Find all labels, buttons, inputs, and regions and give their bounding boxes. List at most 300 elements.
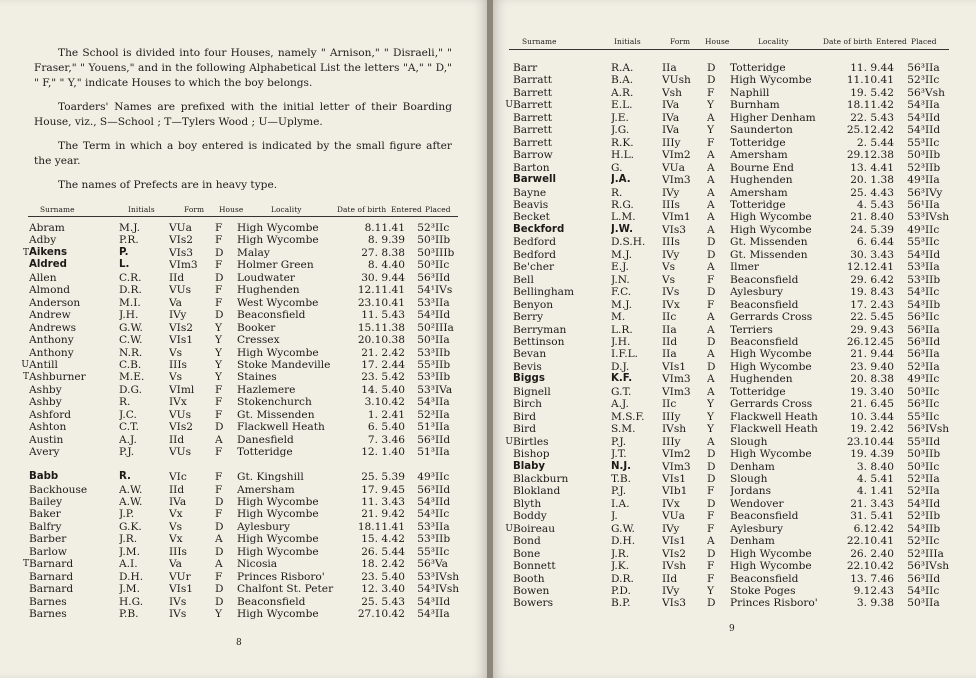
placed-cell: IIa (925, 62, 940, 74)
entered-cell: 56³ (907, 572, 925, 585)
form-cell: IVsh (662, 423, 687, 436)
initials-cell: R. (119, 396, 131, 409)
boarding-house-prefix (20, 484, 29, 496)
initials-cell: D.R. (119, 284, 142, 297)
initials-cell: M. (611, 311, 626, 324)
boarding-house-prefix (504, 187, 513, 199)
initials-cell: K.F. (611, 373, 633, 385)
table-row (504, 174, 950, 186)
placed-cell: IIc (925, 136, 940, 149)
table-row (20, 322, 460, 334)
house-cell: D (215, 421, 224, 434)
house-cell: F (707, 273, 715, 286)
table-row (504, 448, 950, 460)
boarding-house-prefix (504, 324, 513, 336)
entered-cell: 54³ (907, 585, 925, 598)
form-cell: IIc (662, 398, 677, 411)
initials-cell: P. (119, 246, 129, 258)
register-table-left (20, 222, 460, 620)
surname-cell: Babb (29, 471, 59, 483)
header-initials: Initials (128, 205, 155, 214)
date-of-birth-cell: 19. 5.42 (850, 86, 894, 99)
house-cell: D (707, 286, 716, 299)
entered-cell: 52³ (907, 360, 925, 373)
surname-cell: Barrett (513, 124, 553, 137)
entered-cell: 56³ (907, 311, 925, 324)
locality-cell: Amersham (237, 483, 295, 496)
house-cell: Y (707, 410, 714, 423)
locality-cell: High Wycombe (237, 533, 319, 546)
table-row (504, 299, 950, 311)
initials-cell: M.J. (611, 298, 633, 311)
form-cell: Vs (662, 273, 676, 286)
initials-cell: C.R. (119, 271, 142, 284)
entered-cell: 53³ (417, 371, 435, 384)
initials-cell: J.M. (119, 583, 141, 596)
initials-cell: P.D. (611, 585, 631, 598)
placed-cell: IIc (925, 236, 940, 249)
surname-cell: Bayne (513, 186, 547, 199)
entered-cell: 56³ (417, 483, 435, 496)
surname-cell: Bettinson (513, 335, 565, 348)
form-cell: VIs2 (169, 321, 194, 334)
date-of-birth-cell: 22.10.42 (846, 560, 894, 573)
table-row (20, 309, 460, 321)
house-cell: D (215, 309, 224, 322)
house-cell: F (215, 259, 223, 272)
form-cell: IId (662, 335, 678, 348)
surname-cell: Blackburn (513, 472, 569, 485)
placed-cell: IIc (435, 545, 450, 558)
table-row (504, 597, 950, 609)
boarding-house-prefix (20, 259, 29, 271)
form-cell: IIIs (662, 236, 680, 249)
initials-cell: A.I. (119, 558, 138, 571)
locality-cell: Hughenden (237, 284, 300, 297)
locality-cell: Beaconsfield (237, 309, 306, 322)
placed-cell: IIa (435, 520, 450, 533)
house-cell: Y (707, 423, 714, 436)
house-cell: D (707, 497, 716, 510)
surname-cell: Bond (513, 535, 541, 548)
house-cell: A (707, 323, 715, 336)
table-row (504, 386, 950, 398)
entered-cell: 56³ (907, 62, 925, 74)
boarding-house-prefix (504, 423, 513, 435)
header-entered: Entered (876, 37, 907, 46)
initials-cell: J.K. (611, 560, 630, 573)
boarding-house-prefix (504, 137, 513, 149)
surname-cell: Bird (513, 423, 537, 436)
house-cell: A (707, 373, 715, 386)
table-row (504, 548, 950, 560)
boarding-house-prefix (504, 597, 513, 609)
date-of-birth-cell: 3.10.42 (364, 396, 405, 409)
placed-cell: IIa (925, 597, 940, 610)
house-cell: F (215, 446, 223, 459)
placed-cell: IVsh (435, 570, 460, 583)
form-cell: IVy (662, 248, 680, 261)
date-of-birth-cell: 23. 5.42 (361, 371, 405, 384)
initials-cell: G. (611, 161, 623, 174)
date-of-birth-cell: 19. 2.42 (850, 423, 894, 436)
house-cell: Y (215, 608, 222, 621)
form-cell: VIs1 (169, 583, 194, 596)
surname-cell: Bird (513, 410, 537, 423)
placed-cell: IIIa (435, 321, 454, 334)
house-cell: F (707, 485, 715, 498)
surname-cell: Barnard (29, 570, 74, 583)
boarding-house-prefix (504, 348, 513, 360)
surname-cell: Barr (513, 62, 538, 74)
date-of-birth-cell: 8. 9.39 (367, 234, 405, 247)
date-of-birth-cell: 19. 4.39 (850, 448, 894, 461)
placed-cell: IIb (925, 298, 941, 311)
form-cell: VIs2 (662, 547, 687, 560)
form-cell: VIml (169, 383, 195, 396)
entered-cell: 50³ (417, 334, 435, 347)
locality-cell: Beaconsfield (730, 298, 799, 311)
locality-cell: High Wycombe (730, 348, 812, 361)
entered-cell: 55³ (907, 136, 925, 149)
house-cell: F (707, 560, 715, 573)
form-cell: Vx (169, 533, 183, 546)
table-row (504, 523, 950, 535)
date-of-birth-cell: 3. 9.38 (856, 597, 894, 610)
form-cell: IVs (169, 595, 187, 608)
surname-cell: Bevis (513, 360, 542, 373)
boarding-house-prefix (20, 309, 29, 321)
table-row (504, 373, 950, 385)
locality-cell: Saunderton (730, 124, 793, 137)
locality-cell: Hazlemere (237, 383, 296, 396)
house-cell: D (707, 335, 716, 348)
placed-cell: IIc (925, 74, 940, 87)
placed-cell: IVa (435, 383, 453, 396)
locality-cell: High Wycombe (237, 508, 319, 521)
locality-cell: Totteridge (730, 136, 786, 149)
locality-cell: Beaconsfield (237, 595, 306, 608)
table-row (20, 533, 460, 545)
placed-cell: Vsh (925, 86, 945, 99)
boarding-house-prefix (504, 199, 513, 211)
date-of-birth-cell: 3. 8.40 (856, 460, 894, 473)
initials-cell: T.B. (611, 472, 632, 485)
locality-cell: Totteridge (237, 446, 293, 459)
placed-cell: IVy (925, 186, 943, 199)
initials-cell: S.M. (611, 423, 636, 436)
initials-cell: P.R. (119, 234, 139, 247)
table-row (504, 249, 950, 261)
initials-cell: P.B. (119, 608, 139, 621)
placed-cell: IIa (925, 174, 940, 187)
locality-cell: Cressex (237, 334, 280, 347)
table-row (20, 234, 460, 246)
entered-cell: 54³ (907, 124, 925, 137)
initials-cell: M.J. (119, 222, 141, 234)
table-row (20, 297, 460, 309)
entered-cell: 53³ (417, 570, 435, 583)
form-cell: VIs3 (662, 597, 687, 610)
form-cell: VUs (169, 284, 192, 297)
placed-cell: IId (925, 124, 941, 137)
surname-cell: Adby (29, 234, 57, 247)
table-row (20, 446, 460, 458)
house-cell: A (215, 433, 223, 446)
house-cell: F (707, 510, 715, 523)
date-of-birth-cell: 11. 9.44 (850, 62, 894, 74)
entered-cell: 55³ (417, 545, 435, 558)
locality-cell: Aylesbury (730, 522, 783, 535)
locality-cell: High Wycombe (730, 360, 812, 373)
initials-cell: J.G. (611, 124, 630, 137)
boarding-house-prefix (20, 322, 29, 334)
entered-cell: 53³ (417, 296, 435, 309)
house-cell: F (707, 298, 715, 311)
form-cell: IIIs (662, 198, 680, 211)
locality-cell: Beaconsfield (730, 335, 799, 348)
entered-cell: 51³ (417, 446, 435, 459)
table-row (504, 398, 950, 410)
table-row (20, 371, 460, 383)
table-row (504, 162, 950, 174)
initials-cell: E.J. (611, 261, 629, 274)
boarding-house-prefix (504, 249, 513, 261)
entered-cell: 52³ (907, 485, 925, 498)
house-cell: Y (707, 585, 714, 598)
house-cell: F (707, 136, 715, 149)
form-cell: VUr (169, 570, 191, 583)
form-cell: VIs2 (169, 234, 194, 247)
locality-cell: Beaconsfield (730, 273, 799, 286)
initials-cell: M.E. (119, 371, 145, 384)
date-of-birth-cell: 30. 3.43 (850, 248, 894, 261)
form-cell: Vs (169, 520, 183, 533)
table-row (504, 436, 950, 448)
form-cell: IIIy (662, 435, 681, 448)
table-row (20, 558, 460, 570)
surname-cell: Bevan (513, 348, 547, 361)
house-cell: A (707, 385, 715, 398)
surname-cell: Allen (29, 271, 57, 284)
locality-cell: Denham (730, 535, 775, 548)
table-row (504, 236, 950, 248)
placed-cell: IId (435, 595, 451, 608)
initials-cell: A.J. (119, 433, 137, 446)
placed-cell: IIa (925, 348, 940, 361)
initials-cell: J.R. (119, 533, 138, 546)
entered-cell: 56³ (417, 433, 435, 446)
initials-cell: J.N. (611, 273, 630, 286)
surname-cell: Becket (513, 211, 550, 224)
form-cell: VIs1 (662, 535, 687, 548)
table-row (20, 471, 460, 483)
table-row (20, 546, 460, 558)
boarding-house-prefix (20, 334, 29, 346)
initials-cell: D.G. (119, 383, 142, 396)
entered-cell: 49³ (907, 373, 925, 386)
table-row (504, 74, 950, 86)
initials-cell: L.R. (611, 323, 633, 336)
initials-cell: J.H. (119, 309, 139, 322)
surname-cell: Barrett (513, 99, 553, 112)
table-row (504, 423, 950, 435)
surname-cell: Barrett (513, 86, 553, 99)
initials-cell: J.M. (119, 545, 141, 558)
form-cell: VIs1 (169, 334, 194, 347)
date-of-birth-cell: 22. 5.45 (850, 311, 894, 324)
form-cell: VUs (169, 446, 192, 459)
date-of-birth-cell: 21. 8.40 (850, 211, 894, 224)
placed-cell: IIc (925, 460, 940, 473)
form-cell: IVy (662, 585, 680, 598)
intro-text (34, 46, 452, 202)
boarding-house-prefix (504, 274, 513, 286)
surname-cell: Birtles (513, 435, 549, 448)
form-cell: IIa (662, 62, 677, 74)
placed-cell: IIa (925, 198, 940, 211)
house-cell: A (707, 161, 715, 174)
table-row (20, 384, 460, 396)
boarding-house-prefix: U (505, 100, 513, 111)
initials-cell: J.W. (611, 223, 633, 235)
boarding-house-prefix (504, 311, 513, 323)
surname-cell: Barnard (29, 558, 74, 571)
locality-cell: Ilmer (730, 261, 759, 274)
intro-paragraph: The Term in which a boy entered is indicated by the small figure after the year. (34, 140, 452, 167)
locality-cell: Stoke Poges (730, 585, 796, 598)
form-cell: VUa (662, 510, 685, 523)
placed-cell: IIc (435, 259, 450, 272)
date-of-birth-cell: 19. 3.40 (850, 385, 894, 398)
boarding-house-prefix (20, 297, 29, 309)
locality-cell: Holmer Green (237, 259, 314, 272)
house-cell: A (707, 149, 715, 162)
locality-cell: Naphill (730, 86, 770, 99)
boarding-house-prefix (504, 174, 513, 186)
boarding-house-prefix (20, 272, 29, 284)
placed-cell: IIb (925, 510, 941, 523)
placed-cell: IId (925, 435, 941, 448)
form-cell: VIm3 (662, 174, 691, 187)
boarding-house-prefix (20, 521, 29, 533)
placed-cell: IIa (925, 323, 940, 336)
table-row (504, 461, 950, 473)
initials-cell: J.H. (611, 335, 631, 348)
entered-cell: 54³ (907, 298, 925, 311)
header-placed: Placed (911, 37, 937, 46)
entered-cell: 52³ (417, 408, 435, 421)
date-of-birth-cell: 18.11.42 (846, 99, 894, 112)
entered-cell: 54³ (907, 497, 925, 510)
table-row (504, 498, 950, 510)
house-cell: A (707, 535, 715, 548)
initials-cell: L. (119, 259, 130, 271)
surname-cell: Boddy (513, 510, 547, 523)
locality-cell: Bourne End (730, 161, 794, 174)
entered-cell: 50³ (417, 246, 435, 259)
date-of-birth-cell: 6. 5.40 (367, 421, 405, 434)
entered-cell: 54³ (907, 248, 925, 261)
locality-cell: High Wycombe (730, 211, 812, 224)
placed-cell: IIa (435, 421, 450, 434)
entered-cell: 56³ (417, 558, 435, 571)
entered-cell: 54³ (907, 99, 925, 112)
boarding-house-prefix (20, 496, 29, 508)
entered-cell: 52³ (907, 510, 925, 523)
boarding-house-prefix (20, 596, 29, 608)
form-cell: VIc (169, 471, 187, 484)
locality-cell: Stokenchurch (237, 396, 312, 409)
header-date-of-birth: Date of birth (823, 37, 873, 46)
entered-cell: 53³ (417, 383, 435, 396)
locality-cell: High Wycombe (730, 448, 812, 461)
boarding-house-prefix (504, 386, 513, 398)
table-row (20, 222, 460, 234)
boarding-house-prefix (504, 510, 513, 522)
date-of-birth-cell: 30. 9.44 (361, 271, 405, 284)
house-cell: F (215, 396, 223, 409)
entered-cell: 52³ (907, 547, 925, 560)
form-cell: VIs2 (169, 421, 194, 434)
table-row (20, 521, 460, 533)
locality-cell: Wendover (730, 497, 784, 510)
form-cell: IVx (662, 497, 680, 510)
house-cell: F (215, 483, 223, 496)
header-surname: Surname (522, 37, 557, 46)
placed-cell: IId (925, 497, 941, 510)
entered-cell: 55³ (907, 435, 925, 448)
house-cell: A (707, 311, 715, 324)
initials-cell: I.F.L. (611, 348, 639, 361)
boarding-house-prefix (20, 222, 29, 234)
header-date-of-birth: Date of birth (337, 205, 387, 214)
table-row (504, 535, 950, 547)
entered-cell: 56¹ (907, 198, 925, 211)
locality-cell: Slough (730, 472, 768, 485)
surname-cell: Abram (29, 222, 65, 234)
initials-cell: A.W. (119, 495, 143, 508)
surname-cell: Ashby (29, 383, 62, 396)
date-of-birth-cell: 25. 5.39 (361, 471, 405, 484)
surname-cell: Barnard (29, 583, 74, 596)
placed-cell: IIb (435, 346, 451, 359)
surname-cell: Bell (513, 273, 534, 286)
initials-cell: B.A. (611, 74, 634, 87)
placed-cell: IIa (925, 472, 940, 485)
left-page (0, 0, 487, 678)
locality-cell: High Wycombe (237, 495, 319, 508)
surname-cell: Booth (513, 572, 545, 585)
locality-cell: Hughenden (730, 174, 793, 187)
placed-cell: IIa (925, 360, 940, 373)
header-house: House (219, 205, 244, 214)
house-cell: D (707, 460, 716, 473)
table-row (504, 336, 950, 348)
entered-cell: 54¹ (417, 284, 435, 297)
initials-cell: N.J. (611, 460, 632, 472)
boarding-house-prefix (504, 211, 513, 223)
placed-cell: IIc (925, 223, 940, 236)
form-cell: IVx (169, 396, 187, 409)
surname-cell: Bishop (513, 448, 550, 461)
initials-cell: P.J. (611, 435, 627, 448)
date-of-birth-cell: 6.12.42 (853, 522, 894, 535)
placed-cell: IIb (925, 161, 941, 174)
surname-cell: Andrews (29, 321, 77, 334)
entered-cell: 50³ (417, 234, 435, 247)
form-cell: VUa (169, 222, 192, 234)
